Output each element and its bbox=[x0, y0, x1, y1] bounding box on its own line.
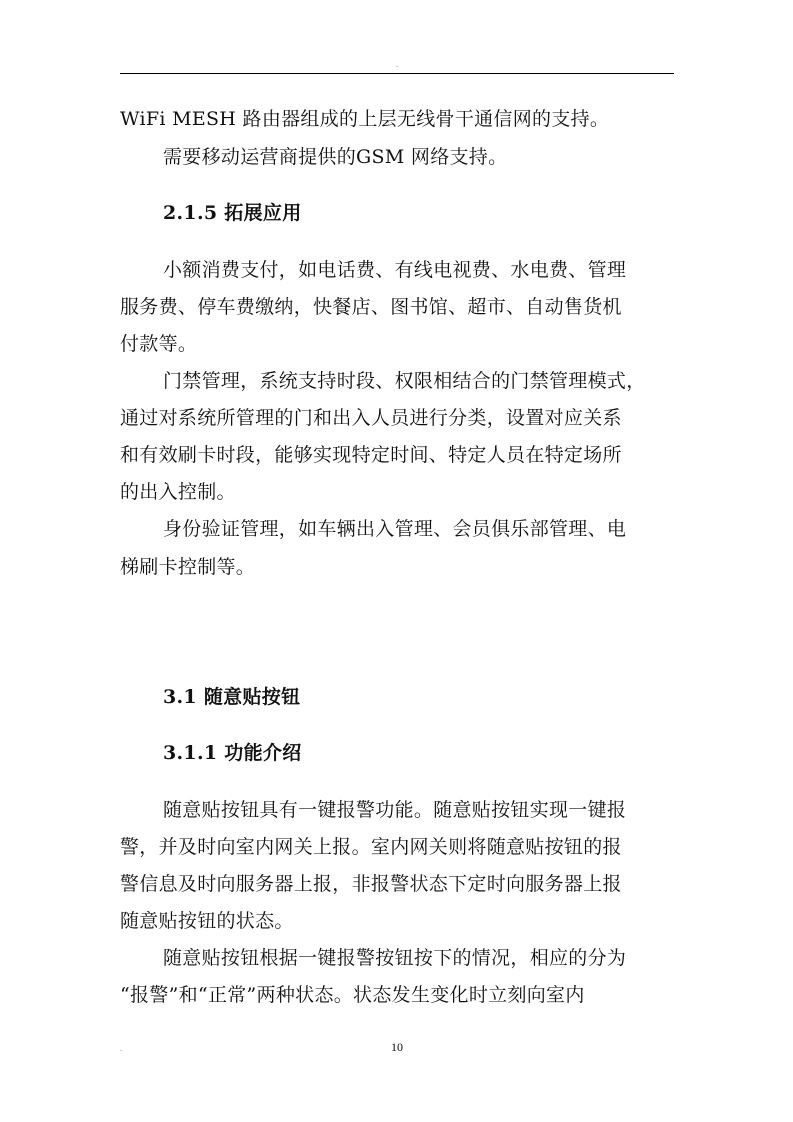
page-number: 10 bbox=[391, 1040, 403, 1054]
section-heading: 3.1 随意贴按钮 bbox=[163, 686, 301, 708]
body-line: 身份验证管理，如车辆出入管理、会员俱乐部管理、电 bbox=[163, 518, 627, 540]
footer-marker: . bbox=[120, 1044, 123, 1053]
body-line: “报警”和“正常”两种状态。状态发生变化时立刻向室内 bbox=[120, 984, 585, 1006]
body-line: 随意贴按钮具有一键报警功能。随意贴按钮实现一键报 bbox=[163, 799, 627, 821]
body-line: 随意贴按钮的状态。 bbox=[120, 910, 294, 932]
body-line: 警，并及时向室内网关上报。室内网关则将随意贴按钮的报 bbox=[120, 836, 622, 858]
header-marker: . bbox=[396, 60, 399, 69]
body-line: 门禁管理，系统支持时段、权限相结合的门禁管理模式， bbox=[163, 370, 646, 392]
body-line: 小额消费支付，如电话费、有线电视费、水电费、管理 bbox=[163, 259, 627, 281]
body-line: 梯刷卡控制等。 bbox=[120, 556, 256, 578]
body-line: 警信息及时向服务器上报，非报警状态下定时向服务器上报 bbox=[120, 873, 622, 895]
body-line: 随意贴按钮根据一键报警按钮按下的情况，相应的分为 bbox=[163, 947, 627, 969]
body-line: WiFi MESH 路由器组成的上层无线骨干通信网的支持。 bbox=[120, 108, 610, 130]
body-line: 需要移动运营商提供的GSM 网络支持。 bbox=[163, 146, 508, 168]
body-line: 付款等。 bbox=[120, 333, 198, 355]
body-line: 通过对系统所管理的门和出入人员进行分类，设置对应关系 bbox=[120, 407, 622, 429]
section-heading: 3.1.1 功能介绍 bbox=[163, 742, 302, 764]
section-heading: 2.1.5 拓展应用 bbox=[163, 202, 302, 224]
body-line: 的出入控制。 bbox=[120, 481, 236, 503]
body-line: 和有效刷卡时段，能够实现特定时间、特定人员在特定场所 bbox=[120, 444, 622, 466]
header-rule bbox=[120, 73, 674, 74]
body-line: 服务费、停车费缴纳，快餐店、图书馆、超市、自动售货机 bbox=[120, 296, 622, 318]
